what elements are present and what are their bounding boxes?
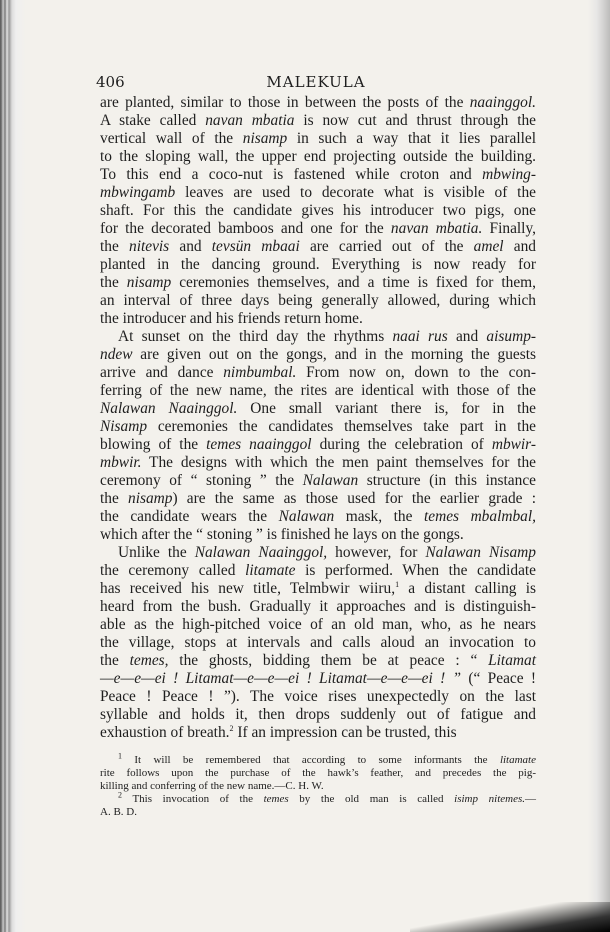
italic-term: Nalawan	[278, 508, 335, 525]
italic-term: Nisamp	[100, 418, 148, 435]
italic-term: naai rus	[392, 328, 448, 345]
text-line	[100, 292, 536, 310]
text-run: a distant calling is	[399, 580, 536, 597]
text-line	[100, 130, 536, 148]
text-run: The designs with which the men paint themselves for the	[141, 454, 536, 471]
scan-right-edge	[588, 0, 610, 932]
text-run: Peace ! Peace ! ”). The voice rises unexpectedly on the last	[100, 688, 536, 705]
text-run: At sunset on the third day the rhythms	[118, 328, 393, 345]
text-run: blowing of the	[100, 436, 207, 453]
italic-term: naainggol.	[469, 94, 536, 111]
text-run: mask, the	[334, 508, 424, 525]
text-run: Unlike the	[118, 544, 195, 561]
text-line	[100, 238, 536, 256]
text-run: arrive and dance	[100, 364, 224, 381]
text-run: are carried out of the	[299, 238, 474, 255]
italic-term: mbwir-	[491, 436, 536, 453]
page-number: 406	[96, 73, 125, 91]
italic-term: Nalawan	[302, 472, 359, 489]
text-line	[100, 310, 536, 328]
text-run: exhaustion of breath.	[100, 724, 230, 741]
scan-left-edge	[0, 0, 26, 932]
text-run: One small variant there is, for in the	[237, 400, 536, 417]
italic-term: —e—e—ei ! Litamat—e—e—ei ! Litamat—e—e—ei ! ”	[100, 670, 462, 687]
text-run: the village, stops at intervals and calls aloud an invocation to	[100, 634, 536, 651]
text-line	[100, 274, 536, 292]
footnote-line	[100, 790, 536, 806]
text-run: which after the “ stoning ” is finished he lays on the gongs.	[100, 526, 464, 543]
text-line	[100, 544, 536, 562]
text-run: is performed. When the candidate	[295, 562, 537, 579]
text-line	[100, 382, 536, 400]
footnote-line	[100, 767, 536, 780]
text-line	[100, 580, 536, 598]
text-line	[100, 418, 536, 436]
italic-term: ndew	[100, 346, 133, 363]
text-run: leaves are used to decorate what is visible of the	[175, 184, 536, 201]
italic-term: temes mbalmbal,	[423, 508, 536, 525]
text-line	[100, 148, 536, 166]
text-run: the	[100, 490, 128, 507]
text-run: vertical wall of the	[100, 130, 243, 147]
text-run: syllable and holds it, then drops suddenly out of fatigue and	[100, 706, 536, 723]
text-line	[100, 490, 536, 508]
text-line	[100, 166, 536, 184]
scan-bottom-shadow	[410, 902, 610, 932]
text-line	[100, 436, 536, 454]
text-line	[100, 634, 536, 652]
italic-term: tevsün mbaai	[211, 238, 300, 255]
italic-term: nisamp	[128, 490, 173, 507]
italic-term: Litamat	[488, 652, 536, 669]
text-run: the candidate wears the	[100, 508, 279, 525]
text-line	[100, 400, 536, 418]
footnote-marker: 1	[118, 751, 122, 761]
text-run: an interval of three days being generally allowed, during which	[100, 292, 536, 309]
italic-term: temes naainggol	[206, 436, 312, 453]
text-run: Finally,	[482, 220, 536, 237]
italic-term: mbwing-	[482, 166, 536, 183]
italic-term: temes	[263, 793, 289, 805]
italic-term: aisump-	[486, 328, 537, 345]
italic-term: Nalawan Naainggol.	[100, 400, 238, 417]
text-run: however, for	[327, 544, 426, 561]
text-run: to the sloping wall, the upper end projecting outside the building.	[100, 148, 536, 165]
text-run: From now on, down to the con-	[296, 364, 536, 381]
text-run: ceremony of “ stoning ” the	[100, 472, 303, 489]
text-line	[100, 220, 536, 238]
text-run: and	[447, 328, 487, 345]
italic-term: Nalawan Nisamp	[425, 544, 536, 561]
italic-term: navan mbatia.	[390, 220, 483, 237]
text-run: the ghosts, bidding them be at peace : “	[168, 652, 489, 669]
text-run: during the celebration of	[311, 436, 492, 453]
italic-term: isimp nitemes.	[454, 793, 525, 805]
text-run: the ceremony called	[100, 562, 246, 579]
text-line	[100, 508, 536, 526]
text-run: ceremonies the candidates themselves take part in the	[147, 418, 536, 435]
italic-term: nitevis	[129, 238, 170, 255]
text-run: is now cut and thrust through the	[294, 112, 537, 129]
text-line	[100, 526, 536, 544]
italic-term: Nalawan Naainggol,	[194, 544, 328, 561]
footnotes	[100, 751, 536, 819]
text-run: To this end a coco-nut is fastened while croton and	[100, 166, 483, 183]
text-run: (“ Peace !	[461, 670, 537, 687]
text-line	[100, 724, 536, 742]
italic-term: nisamp	[126, 274, 172, 291]
text-line	[100, 112, 536, 130]
text-run: shaft. For this the candidate gives his introducer two pigs, one	[100, 202, 536, 219]
page-header	[96, 72, 536, 92]
text-run: If an impression can be trusted, this	[233, 724, 457, 741]
text-run: are planted, similar to those in between the posts of the	[100, 94, 470, 111]
text-line	[100, 706, 536, 724]
text-run: A stake called	[100, 112, 206, 129]
italic-term: mbwir.	[100, 454, 142, 471]
text-run: the introducer and his friends return home.	[100, 310, 363, 327]
text-run: by the old man is called	[288, 793, 455, 805]
text-run: in such a way that it lies parallel	[287, 130, 536, 147]
text-line	[100, 454, 536, 472]
italic-term: litamate	[499, 754, 536, 766]
text-line	[100, 652, 536, 670]
text-run: structure (in this instance	[358, 472, 536, 489]
text-run: A. B. D.	[100, 806, 137, 818]
text-line	[100, 616, 536, 634]
footnote-marker: 2	[118, 790, 122, 800]
italic-term: nisamp	[242, 130, 288, 147]
text-run: able as the high-pitched voice of an old man, who, as he nears	[100, 616, 536, 633]
text-line	[100, 598, 536, 616]
text-run: ceremonies themselves, and a time is fixed for them,	[171, 274, 536, 291]
text-line	[100, 202, 536, 220]
text-line	[100, 472, 536, 490]
text-run: are given out on the gongs, and in the morning the guests	[132, 346, 536, 363]
text-run: ferring of the new name, the rites are identical with those of the	[100, 382, 536, 399]
text-run: the	[100, 652, 130, 669]
text-run: heard from the bush. Gradually it approaches and is distinguish-	[100, 598, 536, 615]
text-run: and	[503, 238, 536, 255]
italic-term: nimbumbal.	[223, 364, 297, 381]
text-line	[100, 94, 536, 112]
footnote-line	[100, 806, 536, 819]
text-run: and	[169, 238, 212, 255]
text-run: has received his new title, Telmbwir wiiru,	[100, 580, 396, 597]
text-run: planted in the dancing ground. Everything is now ready for	[100, 256, 536, 273]
text-run: It will be remembered that according to some informants the	[122, 754, 500, 766]
text-run: This invocation of the	[122, 793, 264, 805]
text-run: ) are the same as those used for the earlier grade :	[172, 490, 536, 507]
text-line	[100, 688, 536, 706]
footnote-marker: 2	[229, 723, 234, 733]
italic-term: navan mbatia	[205, 112, 295, 129]
text-line	[100, 346, 536, 364]
footnote-line	[100, 780, 536, 793]
text-line	[100, 328, 536, 346]
text-run: —	[524, 793, 536, 805]
text-run: the	[100, 238, 129, 255]
italic-term: mbwingamb	[100, 184, 176, 201]
italic-term: litamate	[245, 562, 296, 579]
text-line	[100, 256, 536, 274]
body-text	[100, 94, 536, 742]
text-line	[100, 184, 536, 202]
italic-term: amel	[473, 238, 504, 255]
italic-term: temes,	[129, 652, 169, 669]
text-run: rite follows upon the purchase of the hawk’s feather, and precedes the pig-	[100, 767, 536, 779]
footnote-line	[100, 751, 536, 767]
text-run: the	[100, 274, 127, 291]
text-line	[100, 670, 536, 688]
text-run: killing and conferring of the new name.—C. H. W.	[100, 780, 324, 792]
footnote-marker: 1	[395, 579, 400, 589]
running-title: MALEKULA	[266, 73, 366, 91]
text-line	[100, 562, 536, 580]
text-line	[100, 364, 536, 382]
text-run: for the decorated bamboos and one for the	[100, 220, 391, 237]
